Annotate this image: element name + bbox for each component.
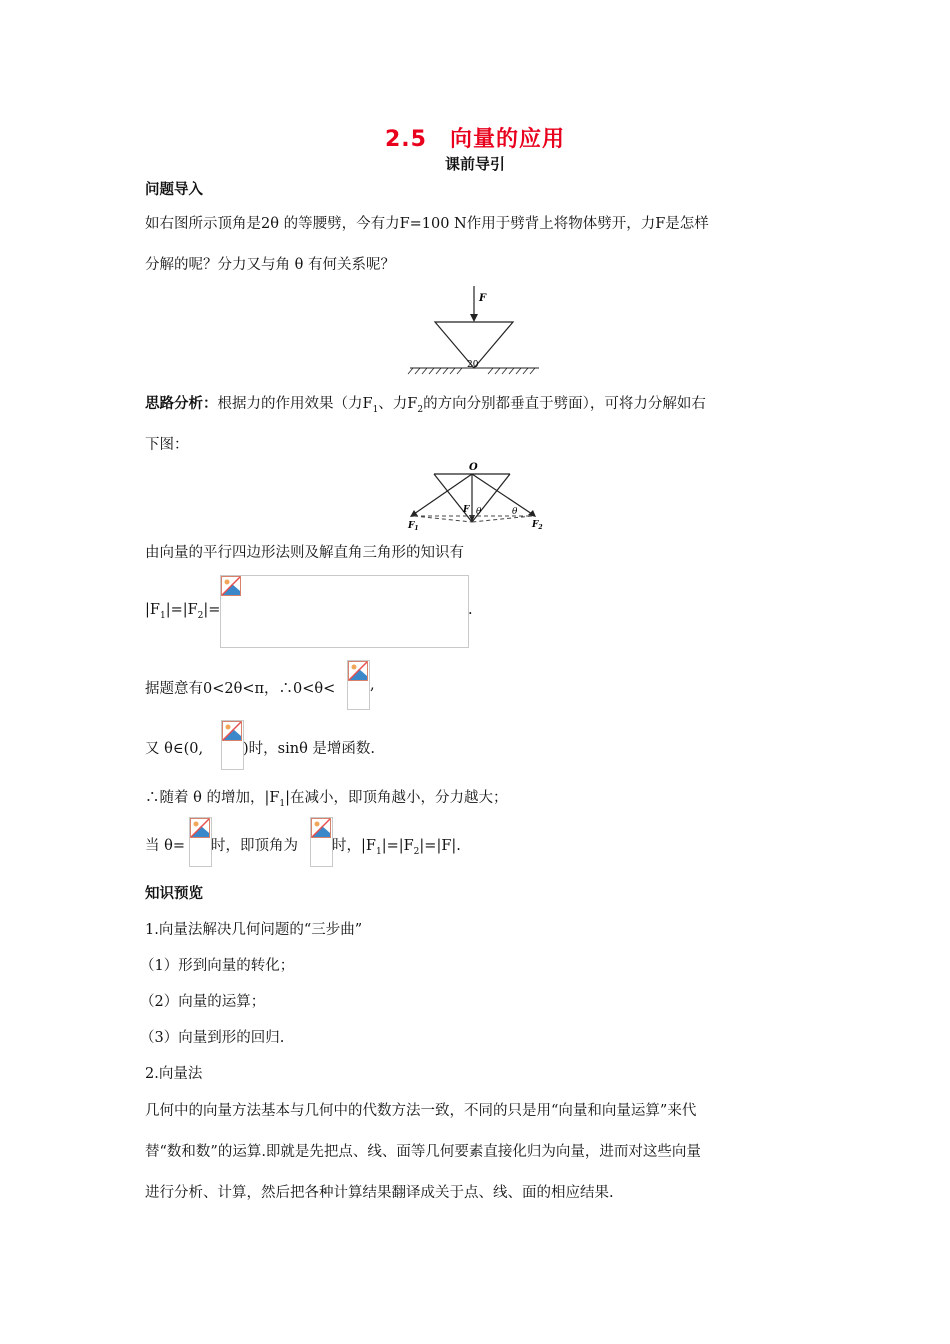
equation-1: $|F_1|=|F_2|=$ [145,602,221,621]
force-f1-label: $F_1$ [408,521,419,532]
preview-item-2: 2.向量法 [145,1066,203,1082]
equation-5-a: 当 θ= [145,838,185,854]
formula-image-placeholder [347,660,370,710]
page-subtitle: 课前导引 [444,155,505,173]
intro-line-1: 如右图所示顶角是2θ 的等腰劈，今有力F=100 N作用于劈背上将物体劈开，力F是怎样 [145,216,709,232]
law-text: 由向量的平行四边形法则及解直角三角形的知识有 [145,545,464,561]
theta-label-2: θ [512,507,518,517]
preview-sub-1: （1）形到向量的转化； [140,958,295,974]
theta-label-1: θ [476,507,482,517]
preview-para-3: 进行分析、计算，然后把各种计算结果翻译成关于点、线、面的相应结果. [145,1185,614,1201]
equation-3-a: 又 θ∈(0, [145,741,204,757]
broken-image-icon [222,721,242,741]
equation-1-end: . [468,602,473,618]
equation-2: 据题意有0<2θ<π，∴0<θ< [145,681,336,697]
analysis-line-1: 思路分析：根据力的作用效果（力$F_1$、力$F_2$的方向分别都垂直于劈面），可将力分解如右 [145,396,706,415]
point-o-label: O [469,462,478,473]
preview-para-2: 替“数和数”的运算.即就是先把点、线、面等几何要素直接化归为向量，进而对这些向量 [145,1144,701,1160]
force-label: F [479,293,487,304]
equation-5-b: 时，即顶角为 [211,838,298,854]
equation-3-b: )时，sinθ 是增函数. [243,741,376,757]
force-f-label: F [463,505,470,515]
equation-4: ∴随着 θ 的增加，$|F_1|$在减小，即顶角越小，分力越大； [145,790,508,809]
broken-image-icon [348,661,368,681]
broken-image-icon [190,818,210,838]
force-f2-label: $F_2$ [532,520,543,531]
formula-image-placeholder [310,817,333,867]
page-title: 2.5 向量的应用 [385,127,565,152]
force-decomposition-figure [400,460,550,532]
broken-image-icon [221,576,241,596]
preview-sub-2: （2）向量的运算； [140,994,266,1010]
angle-label: 20 [467,360,479,370]
preview-sub-3: （3）向量到形的回归. [140,1030,285,1046]
intro-line-2: 分解的呢？分力又与角 θ 有何关系呢？ [145,257,395,273]
subscript: 2 [413,846,420,857]
formula-image-placeholder [189,817,212,867]
wedge-figure [405,283,545,375]
analysis-line-2: 下图： [145,437,189,453]
equation-text: |=|F [381,838,414,854]
equation-5-c [332,834,461,857]
intro-heading: 问题导入 [145,182,203,198]
formula-image-placeholder [220,575,469,648]
preview-para-1: 几何中的向量方法基本与几何中的代数方法一致，不同的只是用“向量和向量运算”来代 [145,1103,697,1119]
broken-image-icon [311,818,331,838]
equation-2-end: , [370,677,375,693]
subscript: 1 [375,846,382,857]
equation-text: |=|F|. [419,838,461,854]
formula-image-placeholder [221,720,244,770]
preview-item-1: 1.向量法解决几何问题的“三步曲” [145,922,363,938]
preview-heading: 知识预览 [145,886,203,902]
analysis-label: 思路分析： [145,396,218,412]
equation-text: 时，|F [332,838,376,854]
